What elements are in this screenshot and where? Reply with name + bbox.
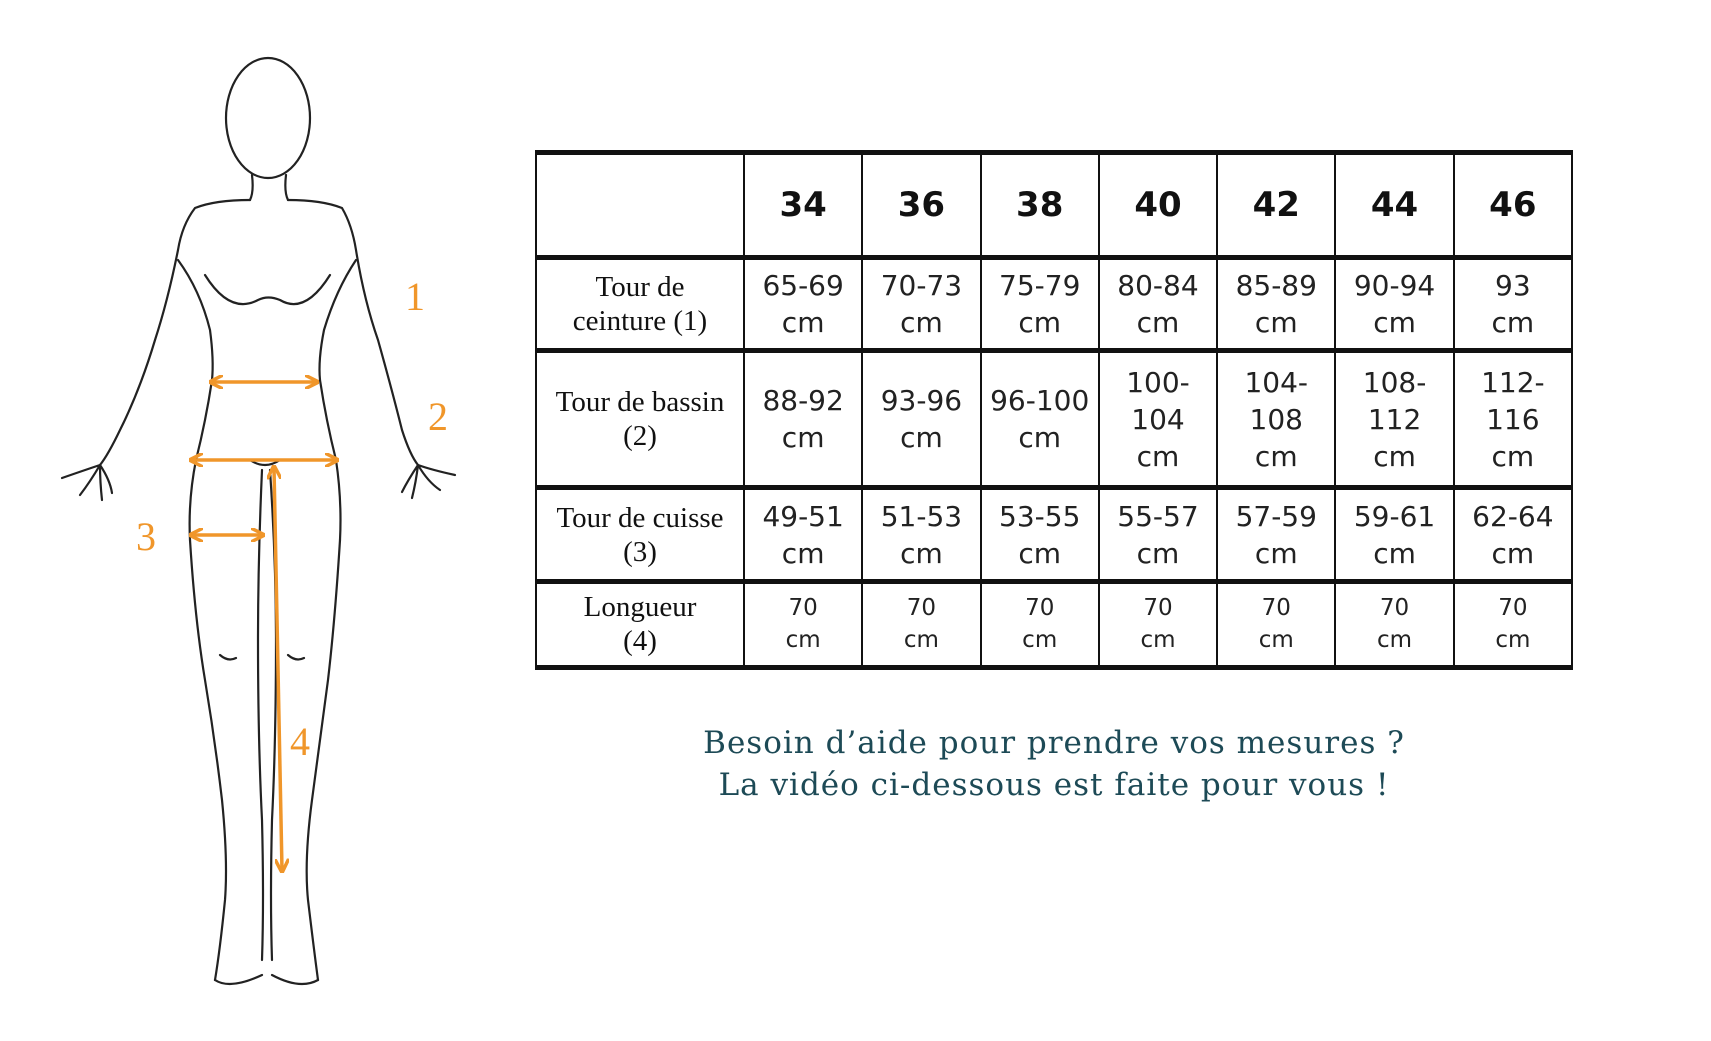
measurement-unit: cm [1373,306,1416,340]
measurement-value: 70-73 [880,269,963,303]
measurement-unit: cm [1136,439,1180,473]
table-row [536,488,1572,581]
measurement-value: 90-94 [1353,269,1436,303]
row-label-line: (4) [623,625,657,658]
measurement-unit: cm [1491,439,1535,473]
measurement-value: 53-55 [999,499,1081,533]
measurement-cell [1454,488,1572,581]
row-label-line: Tour de [595,271,685,304]
measurement-unit: cm [1373,439,1416,473]
size-header-row [536,153,1572,258]
measurement-unit: cm [781,306,825,340]
measurement-value: 75-79 [999,269,1081,303]
row-label-cell [536,581,744,667]
help-message [535,722,1573,806]
measurement-cell [1454,581,1572,667]
measurement-unit: cm [1022,627,1058,654]
measurement-value: 70 [1143,595,1173,622]
measurement-unit: cm [1254,439,1298,473]
measurement-value: 93-96 [880,384,963,418]
measurement-value: 80-84 [1117,269,1199,303]
measurement-cell [981,258,1099,351]
measurement-unit: cm [1136,536,1180,570]
help-line-2: La vidéo ci-dessous est faite pour vous ! [718,767,1390,803]
measurement-unit: cm [1495,627,1531,654]
measurement-unit: cm [1373,536,1416,570]
size-header-cell: 46 [1454,153,1572,258]
measurement-cell [1099,581,1217,667]
body-outline-icon [0,0,500,1041]
measurement-cell [1099,488,1217,581]
measurement-unit: cm [1258,627,1294,654]
measurement-value: 104-108 [1244,365,1309,436]
measurement-cell [862,488,980,581]
measurement-unit: cm [1018,306,1062,340]
measurement-cell [1217,351,1335,488]
measurement-value: 55-57 [1117,499,1199,533]
measurement-unit: cm [781,536,825,570]
measurement-unit: cm [900,421,943,455]
table-corner-cell [536,153,744,258]
size-header-cell: 36 [862,153,980,258]
measurement-unit: cm [900,306,943,340]
measurement-cell [1099,351,1217,488]
size-header-cell: 40 [1099,153,1217,258]
measurement-cell [862,581,980,667]
measurement-value: 100-104 [1126,365,1190,436]
measurement-cell [1454,258,1572,351]
measurement-cell [1335,581,1453,667]
measurement-cell [744,258,862,351]
measurement-unit: cm [1377,627,1413,654]
marker-2: 2 [428,394,448,439]
measurement-value: 70 [1379,595,1410,622]
measurement-unit: cm [903,627,939,654]
measurement-value: 96-100 [990,384,1090,418]
table-row [536,581,1572,667]
row-label-line: Tour de bassin [555,386,725,419]
measurement-unit: cm [1254,306,1298,340]
measurement-cell [1454,351,1572,488]
measurement-cell [981,351,1099,488]
measurement-value: 88-92 [762,384,844,418]
measurement-value: 70 [788,595,818,622]
measurement-cell [981,488,1099,581]
measurement-value: 51-53 [880,499,963,533]
measurement-value: 70 [906,595,937,622]
row-label-cell [536,488,744,581]
measurement-unit: cm [1136,306,1180,340]
row-label-line: (3) [623,535,657,568]
measurement-unit: cm [1491,306,1535,340]
marker-1: 1 [405,274,425,319]
measurement-unit: cm [785,627,821,654]
measurement-cell [1217,581,1335,667]
measurement-value: 57-59 [1235,499,1317,533]
measurement-value: 108-112 [1362,365,1427,436]
size-header-cell: 42 [1217,153,1335,258]
measurement-value: 112-116 [1481,365,1545,436]
measurement-cell [862,258,980,351]
row-label-cell [536,258,744,351]
measurement-value: 70 [1025,595,1055,622]
measurement-value: 59-61 [1353,499,1436,533]
measurement-unit: cm [900,536,943,570]
measurement-cell [1217,258,1335,351]
measurement-cell [1335,351,1453,488]
measurement-cell [744,351,862,488]
row-label-line: Longueur [583,591,697,624]
size-header-cell: 38 [981,153,1099,258]
marker-4: 4 [290,719,310,764]
row-label-line: (2) [623,420,657,453]
row-label-cell [536,351,744,488]
measurement-value: 85-89 [1235,269,1317,303]
measurement-cell [744,488,862,581]
marker-3: 3 [136,514,156,559]
measurement-cell [1335,488,1453,581]
measurement-unit: cm [1018,536,1062,570]
measurement-value: 70 [1261,595,1291,622]
table-row [536,258,1572,351]
size-header-cell: 44 [1335,153,1453,258]
measurement-cell [1099,258,1217,351]
size-header-cell: 34 [744,153,862,258]
measurement-unit: cm [1491,536,1535,570]
measurement-value: 93 [1495,269,1531,303]
table-row [536,351,1572,488]
measurement-unit: cm [1018,421,1062,455]
measurement-cell [862,351,980,488]
measurement-unit: cm [1254,536,1298,570]
measurement-cell [1217,488,1335,581]
measurement-cell [744,581,862,667]
measurement-unit: cm [781,421,825,455]
measurement-value: 70 [1498,595,1528,622]
help-line-1: Besoin d’aide pour prendre vos mesures ? [703,725,1405,761]
measurement-unit: cm [1140,627,1176,654]
measurement-cell [1335,258,1453,351]
row-label-line: ceinture (1) [572,305,708,338]
size-chart-table [535,150,1573,670]
measurement-cell [981,581,1099,667]
measurement-value: 49-51 [762,499,844,533]
measurement-value: 62-64 [1472,499,1554,533]
row-label-line: Tour de cuisse [556,501,724,534]
measurement-value: 65-69 [762,269,844,303]
